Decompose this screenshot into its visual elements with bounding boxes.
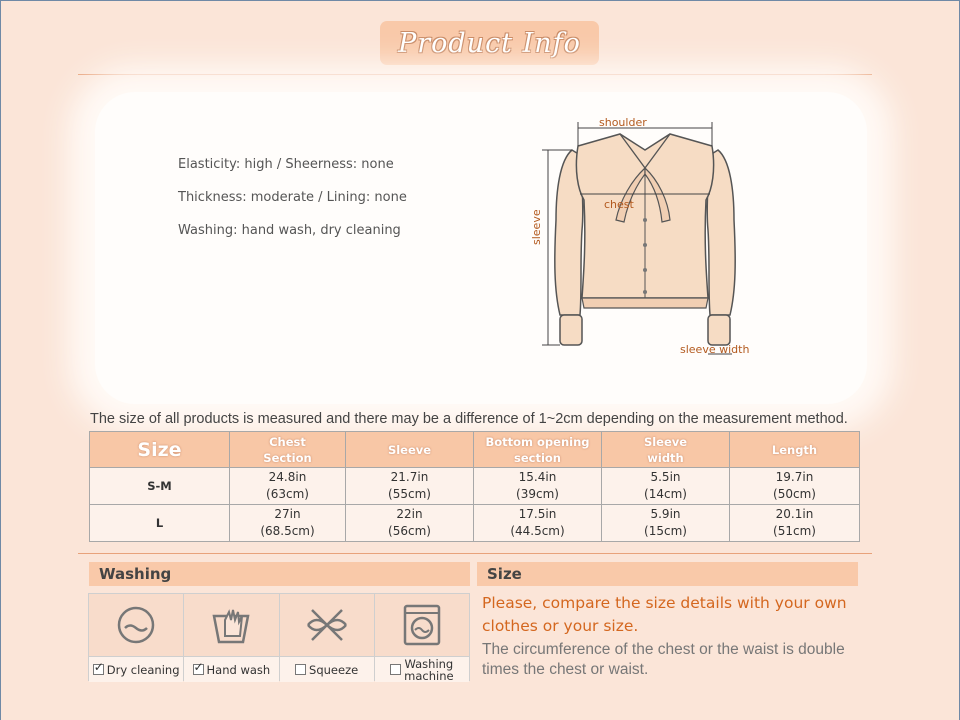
info-thickness: Thickness: moderate / Lining: none: [178, 190, 407, 205]
washing-machine-icon: [399, 602, 445, 648]
header-chest: Chest Section: [230, 432, 346, 468]
cell-length: 20.1in (51cm): [730, 505, 860, 542]
cell-chest: 27in (68.5cm): [230, 505, 346, 542]
cell-bottom-opening: 17.5in (44.5cm): [474, 505, 602, 542]
checkbox-hand-wash: [193, 664, 204, 675]
header-length: Length: [730, 432, 860, 468]
info-elasticity: Elasticity: high / Sheerness: none: [178, 157, 394, 172]
header-sleeve-width: Sleeve width: [602, 432, 730, 468]
size-table-header: [90, 432, 860, 468]
checkbox-washing-machine: [390, 664, 401, 675]
button-1: [643, 218, 647, 222]
size-highlight-text: Please, compare the size details with your own clothes or your size.: [482, 594, 847, 635]
wash-option-squeeze: [279, 593, 374, 681]
header-size: Size: [90, 432, 230, 468]
sleeve-label: sleeve: [530, 209, 543, 245]
wash-option-dry-cleaning: [88, 593, 183, 681]
table-row: [90, 468, 860, 505]
checkbox-dry-cleaning: [93, 664, 104, 675]
top-divider: [78, 74, 872, 75]
cell-sleeve: 22in (56cm): [346, 505, 474, 542]
wash-label: ✓ Dry cleaning: [89, 656, 183, 682]
cell-sleeve: 21.7in (55cm): [346, 468, 474, 505]
blouse-hem: [582, 298, 708, 308]
washing-heading: Washing: [89, 562, 470, 586]
cell-chest: 24.8in (63cm): [230, 468, 346, 505]
right-cuff: [708, 315, 730, 345]
no-wring-icon: [304, 602, 350, 648]
table-row: [90, 505, 860, 542]
size-detail-text: The circumference of the chest or the waist is double times the chest or waist.: [482, 641, 845, 678]
washing-grid: [88, 593, 470, 681]
size-table: [89, 431, 860, 542]
header-sleeve: Sleeve: [346, 432, 474, 468]
cell-sleeve-width: 5.9in (15cm): [602, 505, 730, 542]
button-3: [643, 268, 647, 272]
blouse-diagram: [520, 110, 770, 360]
cell-sleeve-width: 5.5in (14cm): [602, 468, 730, 505]
checkbox-squeeze: [295, 664, 306, 675]
info-washing: Washing: hand wash, dry cleaning: [178, 223, 401, 238]
button-4: [643, 290, 647, 294]
size-heading: Size: [477, 562, 858, 586]
page-title: Product Info: [398, 27, 581, 59]
header-bottom-opening: Bottom opening section: [474, 432, 602, 468]
cell-length: 19.7in (50cm): [730, 468, 860, 505]
hand-wash-icon: [208, 602, 254, 648]
wash-label: ✓ Hand wash: [184, 656, 278, 682]
wash-option-washing-machine: [374, 593, 470, 681]
wash-label: Washing machine: [375, 656, 469, 682]
left-cuff: [560, 315, 582, 345]
bottom-divider: [78, 553, 872, 554]
wash-option-hand-wash: [183, 593, 278, 681]
cell-bottom-opening: 15.4in (39cm): [474, 468, 602, 505]
title-banner: [380, 21, 599, 65]
row-size: L: [90, 505, 230, 542]
button-2: [643, 243, 647, 247]
chest-label: chest: [604, 198, 634, 211]
row-size: S-M: [90, 468, 230, 505]
shoulder-label: shoulder: [599, 116, 647, 129]
measurement-note: The size of all products is measured and there may be a difference of 1~2cm depending on the measurement method.: [90, 411, 848, 427]
wash-label: Squeeze: [280, 656, 374, 682]
sleeve-width-label: sleeve width: [680, 343, 750, 356]
dry-cleaning-icon: [113, 602, 159, 648]
